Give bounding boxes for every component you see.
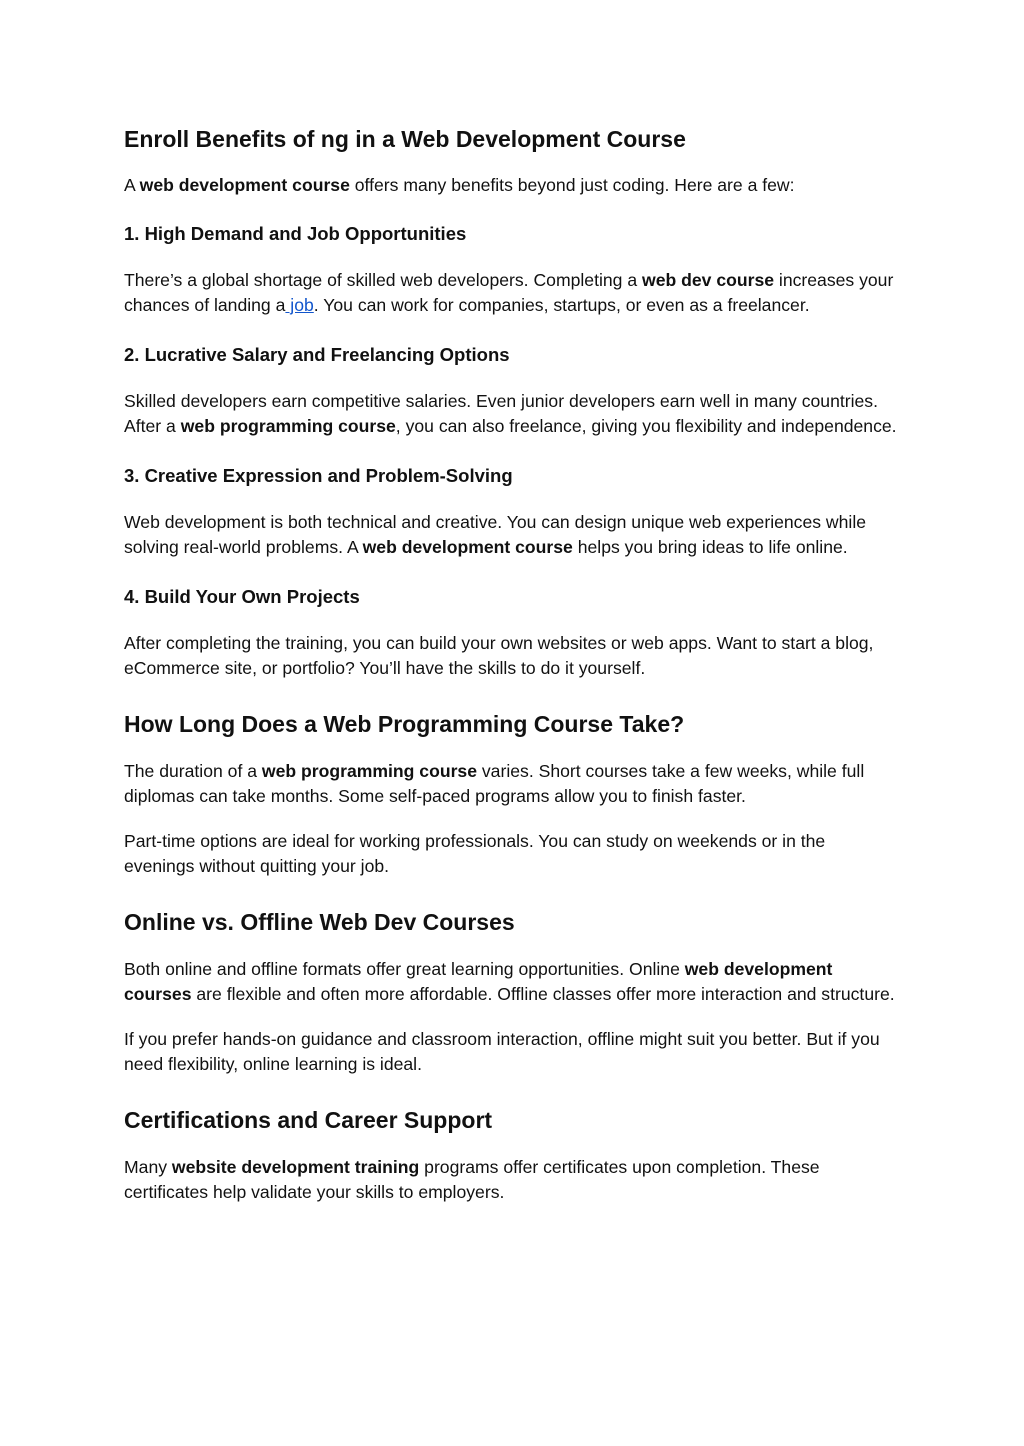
- certifications-heading: Certifications and Career Support: [124, 1107, 493, 1133]
- online-offline-heading: Online vs. Offline Web Dev Courses: [124, 909, 515, 935]
- intro-text-1: A: [124, 175, 140, 195]
- sec1-text-1: There’s a global shortage of skilled web developers. Completing a: [124, 270, 643, 290]
- cert-bold-keyword: website development training: [171, 1157, 420, 1177]
- intro-paragraph: [124, 173, 900, 198]
- certifications-paragraph: [124, 1155, 900, 1205]
- section-1-heading: 1. High Demand and Job Opportunities: [124, 223, 467, 244]
- online-paragraph-1: [124, 957, 900, 1007]
- intro-text-2: offers many benefits beyond just coding. Here are a few:: [349, 175, 795, 195]
- online-paragraph-2: If you prefer hands-on guidance and classroom interaction, offline might suit you better. But if you need flexibility, online learning is ideal.: [124, 1029, 880, 1074]
- sec3-bold-keyword: web development course: [362, 537, 573, 557]
- sec2-text-1: Skilled developers earn competitive salaries. Even junior developers earn well in many countries. After a: [124, 391, 878, 436]
- section-2-heading: 2. Lucrative Salary and Freelancing Options: [124, 344, 510, 365]
- section-3-paragraph: [124, 510, 900, 560]
- dur-bold-keyword: web programming course: [261, 761, 477, 781]
- sec2-text-2: , you can also freelance, giving you flexibility and independence.: [395, 416, 897, 436]
- cert-text-1: Many: [124, 1157, 172, 1177]
- section-4-heading: 4. Build Your Own Projects: [124, 586, 360, 607]
- main-heading: Enroll Benefits of ng in a Web Development Course: [124, 126, 686, 152]
- duration-paragraph-1: [124, 759, 900, 809]
- dur-text-2: varies. Short courses take a few weeks, while full diplomas can take months. Some self-paced programs allow you to finish faster.: [124, 761, 865, 806]
- section-3-heading: 3. Creative Expression and Problem-Solving: [124, 465, 513, 486]
- section-1-paragraph: [124, 268, 900, 318]
- document-body: [124, 118, 900, 1205]
- sec1-text-2: increases your chances of landing a: [124, 270, 894, 315]
- sec2-bold-keyword: web programming course: [180, 416, 396, 436]
- intro-bold-keyword: web development course: [139, 175, 350, 195]
- sec3-text-2: helps you bring ideas to life online.: [572, 537, 848, 557]
- section-2-paragraph: [124, 389, 900, 439]
- onl-text-2: are flexible and often more affordable. Offline classes offer more interaction and structure.: [191, 984, 895, 1004]
- dur-text-1: The duration of a: [124, 761, 262, 781]
- onl-bold-keyword: web development courses: [124, 959, 833, 1004]
- duration-paragraph-2: Part-time options are ideal for working professionals. You can study on weekends or in the evenings without quitting your job.: [124, 831, 826, 876]
- sec1-bold-keyword: web dev course: [642, 270, 775, 290]
- job-link[interactable]: job: [285, 295, 314, 315]
- cert-text-2: programs offer certificates upon completion. These certificates help validate your skills to employers.: [124, 1157, 820, 1202]
- sec3-text-1: Web development is both technical and creative. You can design unique web experiences while solving real-world problems. A: [124, 512, 867, 557]
- duration-heading: How Long Does a Web Programming Course Take?: [124, 711, 685, 737]
- section-4-paragraph: After completing the training, you can build your own websites or web apps. Want to start a blog, eCommerce site, or portfolio? You’ll have the skills to do it yourself.: [124, 633, 874, 678]
- onl-text-1: Both online and offline formats offer great learning opportunities. Online: [124, 959, 685, 979]
- sec1-text-3: . You can work for companies, startups, or even as a freelancer.: [313, 295, 810, 315]
